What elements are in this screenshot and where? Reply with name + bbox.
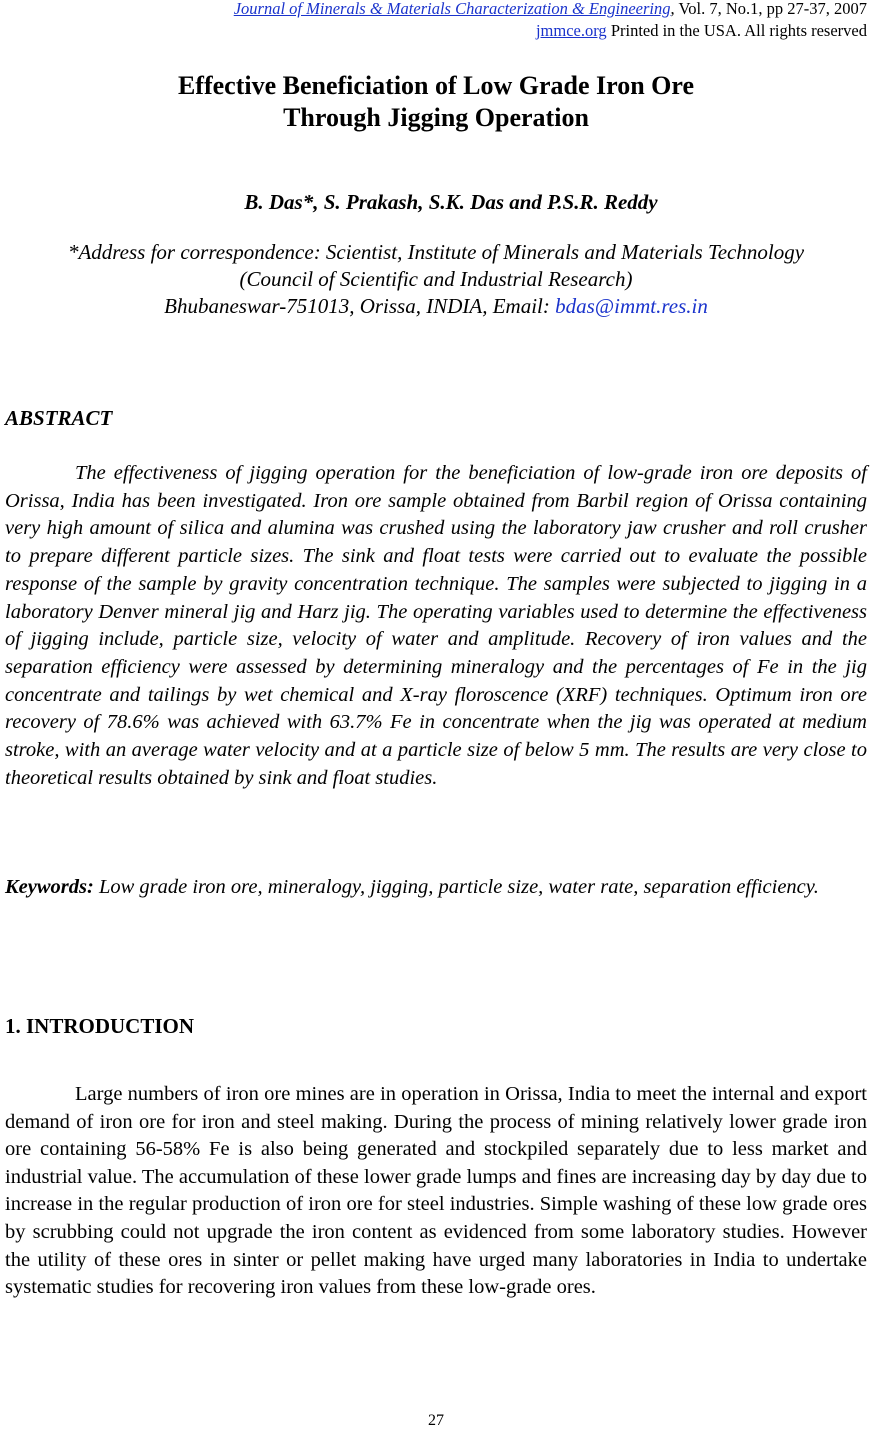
- author-list: B. Das*, S. Prakash, S.K. Das and P.S.R. Reddy: [244, 190, 658, 214]
- introduction-heading: 1. INTRODUCTION: [5, 1014, 195, 1038]
- rights-notice: Printed in the USA. All rights reserved: [606, 21, 867, 40]
- keywords-text: Low grade iron ore, mineralogy, jigging, particle size, water rate, separation efficiency.: [98, 876, 819, 898]
- keywords-label: Keywords:: [5, 876, 94, 898]
- title-line-1: Effective Beneficiation of Low Grade Iron Ore: [177, 71, 695, 100]
- address-line-1: *Address for correspondence: Scientist, Institute of Minerals and Materials Technology: [67, 240, 805, 264]
- address-location: Bhubaneswar-751013, Orissa, INDIA, Email:: [164, 294, 556, 318]
- introduction-text: Large numbers of iron ore mines are in operation in Orissa, India to meet the internal and export demand of iron ore for iron and steel making. During the process of mining relatively lower grade iron ore containing 56-58% Fe is also being generated and stockpiled separately due to less market and industrial value. The accumulation of these lower grade lumps and fines are increasing day by day due to increase in the regular production of iron ore for steel industries. Simple washing of these low grade ores by scrubbing could not upgrade the iron content as evidenced from some laboratory studies. However the utility of these ores in sinter or pellet making have urged many laboratories in India to undertake systematic studies for recovering iron values from these low-grade ores.: [5, 1083, 867, 1299]
- abstract-text: The effectiveness of jigging operation for the beneficiation of low-grade iron ore deposits of Orissa, India has been investigated. Iron ore sample obtained from Barbil region of Orissa containing very high amount of silica and alumina was crushed using the laboratory jaw crusher and roll crusher to prepare different particle sizes. The sink and float tests were carried out to evaluate the possible response of the sample by gravity concentration technique. The samples were subjected to jigging in a laboratory Denver mineral jig and Harz jig. The operating variables used to determine the effectiveness of jigging include, particle size, velocity of water and amplitude. Recovery of iron values and the separation efficiency were assessed by determining mineralogy and the percentages of Fe in the jig concentrate and tailings by wet chemical and X-ray floroscence (XRF) techniques. Optimum iron ore recovery of 78.6% was achieved with 63.7% Fe in concentrate when the jig was operated at medium stroke, with an average water velocity and at a particle size of below 5 mm. The results are very close to theoretical results obtained by sink and float studies.: [5, 462, 867, 789]
- abstract-heading: ABSTRACT: [5, 406, 113, 430]
- website-link[interactable]: jmmce.org: [535, 21, 607, 40]
- keywords-block: [5, 874, 867, 901]
- journal-citation-line: [234, 0, 867, 20]
- correspondence-address: [0, 239, 872, 320]
- email-link[interactable]: bdas@immt.res.in: [555, 294, 708, 318]
- page-number: 27: [428, 1412, 444, 1429]
- journal-name-link[interactable]: Journal of Minerals & Materials Characterization & Engineering: [233, 0, 671, 18]
- website-line: [234, 20, 867, 42]
- address-line-3: [0, 293, 872, 320]
- volume-info: , Vol. 7, No.1, pp 27-37, 2007: [670, 0, 867, 18]
- address-line-2: (Council of Scientific and Industrial Research): [239, 267, 633, 291]
- paper-title: [0, 70, 872, 134]
- title-line-2: Through Jigging Operation: [283, 103, 589, 132]
- journal-header: [234, 0, 867, 42]
